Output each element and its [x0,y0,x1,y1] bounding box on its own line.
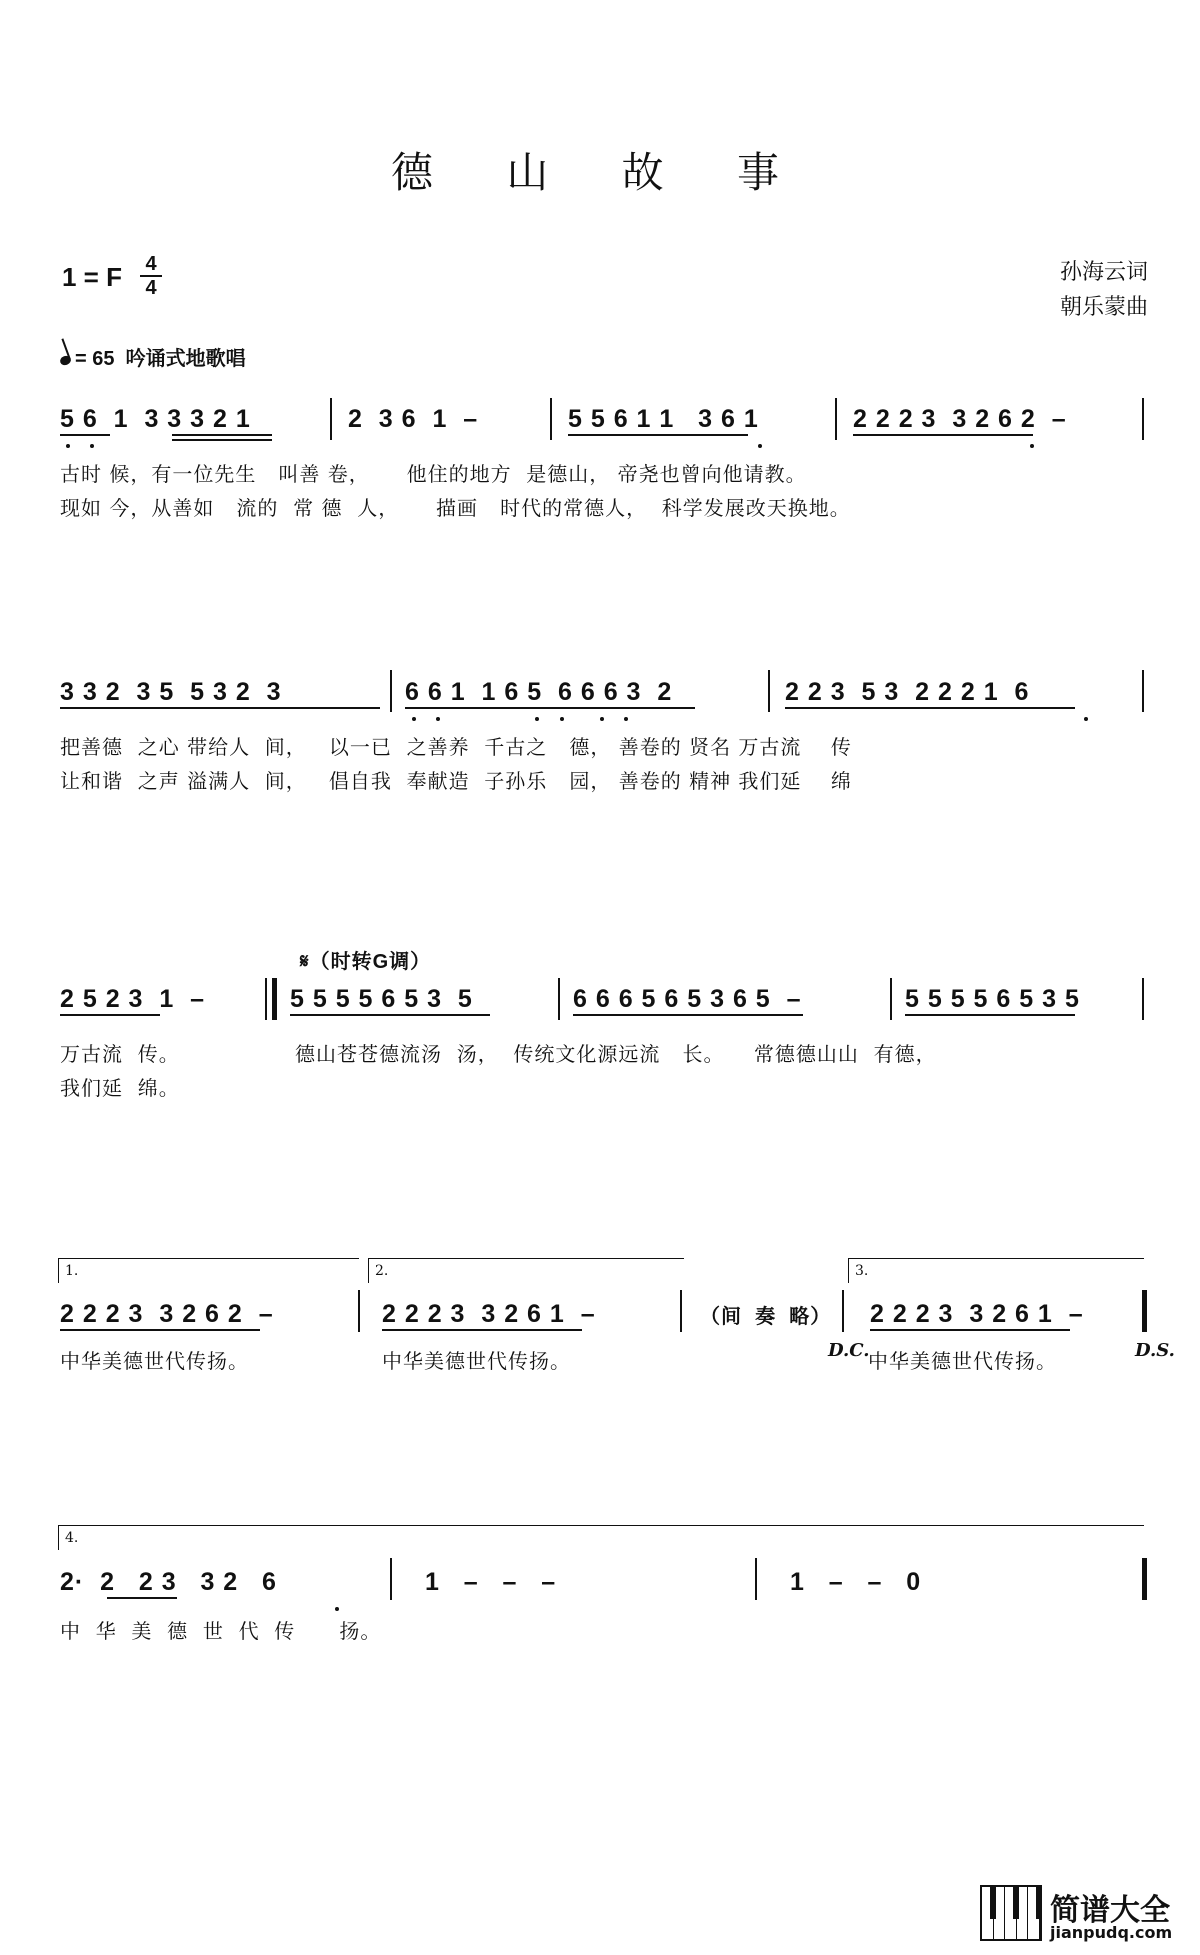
line1-measure2: 2 3 6 1 – [348,405,479,433]
line1-measure3: 5 5 6 1 1 3 6 1 [568,405,759,433]
line2-measure3: 2 2 3 5 3 2 2 2 1 6 [785,678,1030,706]
line1-lyric-verse2: 现如 今，从善如 流的 常 德 人， 描画 时代的常德人， 科学发展改天换地。 [60,496,851,520]
tempo-expression: 吟诵式地歌唱 [125,348,246,370]
watermark-url: jianpudq.com [1050,1923,1173,1942]
composer-credit: 朝乐蒙曲 [1059,295,1148,320]
line3-lyric-verse1: 万古流 传。 [60,1042,180,1066]
dc-marker: D.C. [828,1340,870,1361]
line3-measure2: 5 5 5 5 6 5 3 5 [290,985,473,1013]
ending-4-bracket: 4. [58,1525,1144,1550]
time-signature [140,254,162,298]
tempo-marking [60,342,246,371]
line2-lyric-verse1: 把善德 之心 带给人 间， 以一已 之善养 千古之 德， 善卷的 贤名 万古流 传 [60,735,852,759]
piano-icon [980,1885,1042,1941]
watermark-site: 简谱大全 [1050,1893,1170,1928]
tempo-bpm: = 65 [75,348,115,370]
lyricist-credit: 孙海云词 [1059,260,1148,285]
line4-lyric-ending3: 中华美德世代传扬。 [868,1349,1057,1373]
line4-lyric-ending1: 中华美德世代传扬。 [60,1349,249,1373]
page-title: 德 山 故 事 [390,148,810,197]
ending-2-bracket: 2. [368,1258,684,1283]
segno-key-change: 𝄋（时转G调） [300,951,432,973]
ds-marker: D.S. [1135,1340,1175,1361]
line4-lyric-ending2: 中华美德世代传扬。 [382,1349,571,1373]
line3-measure4: 5 5 5 5 6 5 3 5 [905,985,1080,1013]
key-signature: 1 = F [62,262,122,292]
line1-measure4: 2 2 2 3 3 2 6 2 – [853,405,1067,433]
time-numerator: 4 [145,253,157,275]
line3-measure1: 2 5 2 3 1 – [60,985,206,1013]
line2-measure1: 3 3 2 3 5 5 3 2 3 [60,678,282,706]
line3-lyric-verse2: 我们延 绵。 [60,1076,180,1100]
line4-interlude: （间 奏 略） [700,1306,832,1328]
ending-3-bracket: 3. [848,1258,1144,1283]
line2-measure2: 6 6 1 1 6 5 6 6 6 3 2 [405,678,673,706]
line4-ending2: 2 2 2 3 3 2 6 1 – [382,1300,596,1328]
line5-sustain2: 1 – – 0 [790,1568,922,1596]
line4-ending3: 2 2 2 3 3 2 6 1 – [870,1300,1084,1328]
line1-lyric-verse1: 古时 候，有一位先生 叫善 卷， 他住的地方 是德山， 帝尧也曾向他请教。 [60,462,807,486]
line5-ending4: 2· 2 2 3 3 2 6 [60,1568,277,1596]
line5-lyric: 中 华 美 德 世 代 传 扬。 [60,1619,382,1643]
line4-ending1: 2 2 2 3 3 2 6 2 – [60,1300,274,1328]
line1-measure1: 5 6 1 3 3 3 2 1 [60,405,251,433]
line3-measure3: 6 6 6 5 6 5 3 6 5 – [573,985,802,1013]
watermark-logo [980,1885,1180,1945]
line2-lyric-verse2: 让和谐 之声 溢满人 间， 倡自我 奉献造 子孙乐 园， 善卷的 精神 我们延 绵 [60,769,852,793]
quarter-note-icon [59,354,72,366]
line5-sustain1: 1 – – – [425,1568,557,1596]
line3-lyric-main: 德山苍苍德流汤 汤， 传统文化源远流 长。 常德德山山 有德， [295,1042,937,1066]
ending-1-bracket: 1. [58,1258,359,1283]
time-denominator: 4 [145,277,157,299]
